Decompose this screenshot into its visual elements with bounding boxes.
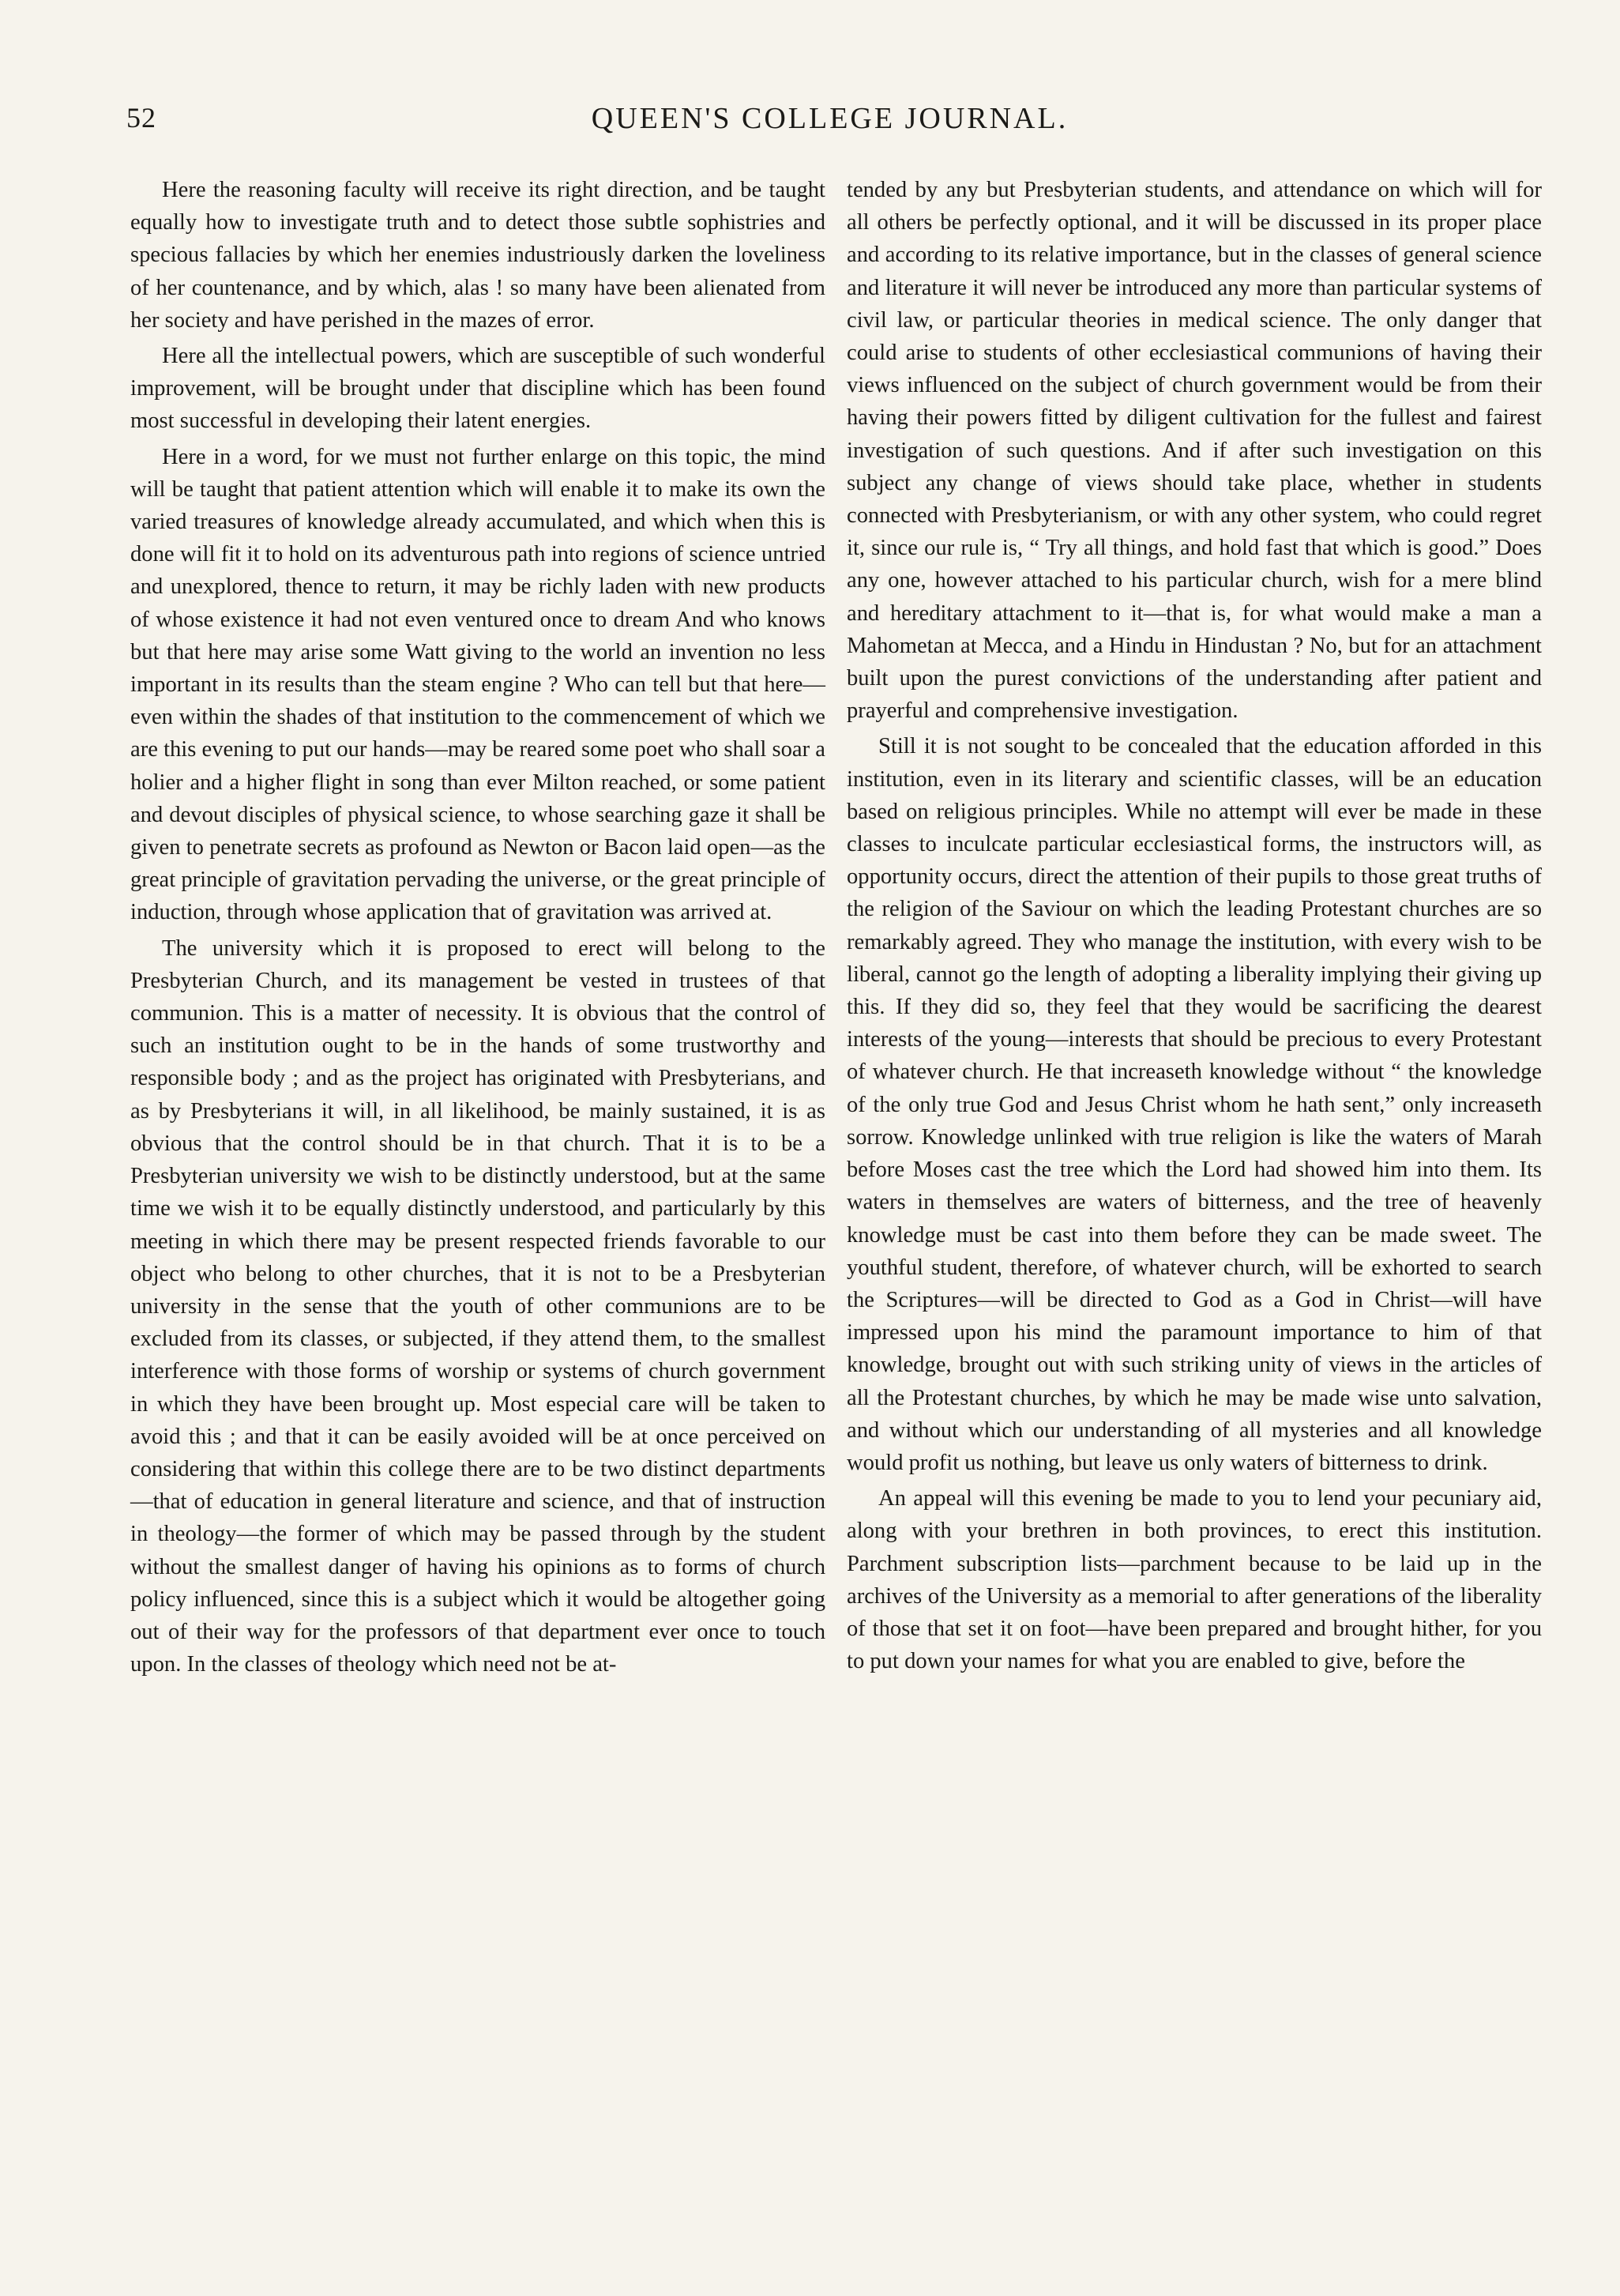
page-number: 52 — [126, 102, 156, 134]
paragraph: An appeal will this evening be made to you to lend your pecuniary aid, along with your brethren in both provinces, to erect this institution. Parchment subscription lists—parchment because to be laid up in the archives of the University as a memorial to after generations of the liberality of those that set it on foot—have been prepared and brought hither, for you to put down your names for what you are enabled to give, before the — [847, 1486, 1542, 1674]
journal-title: QUEEN'S COLLEGE JOURNAL. — [591, 102, 1069, 135]
right-column — [847, 174, 1542, 1677]
paragraph: The university which it is proposed to erect will belong to the Presbyterian Church, and its management be vested in trustees of that communion. This is a matter of necessity. It is obvious that the control of such an institution ought to be in the hands of some trustworthy and responsible body ; and as the project has originated with Presbyterians, and as by Presbyterians it will, in all likelihood, be mainly sustained, it is as obvious that the control should be in that church. That it is to be a Presbyterian university we wish to be distinctly understood, but at the same time we wish it to be equally distinctly understood, and particularly by this meeting in which there may be present respected friends favorable to our object who belong to other churches, that it is not to be a Presbyterian university in the sense that the youth of other communions are to be excluded from its classes, or subjected, if they attend them, to the smallest interference with those forms of worship or systems of church government in which they have been brought up. Most especial care will be taken to avoid this ; and that it can be easily avoided will be at once perceived on considering that within this college there are to be two distinct departments—that of education in general literature and science, and that of instruction in theology—the former of which may be passed through by the student without the smallest danger of having his opinions as to forms of church policy influenced, since this is a subject which it would be altogether going out of their way for the professors of that department ever once to touch upon. In the classes of theology which need not be at- — [130, 935, 825, 1677]
paragraph: Here in a word, for we must not further enlarge on this topic, the mind will be taught that patient attention which will enable it to make its own the varied treasures of knowledge already accumulated, and which when this is done will fit it to hold on its adventurous path into regions of science untried and unexplored, thence to return, it may be richly laden with new products of whose existence it had not even ventured once to dream And who knows but that here may arise some Watt giving to the world an invention no less important in its results than the steam engine ? Who can tell but that here—even within the shades of that institution to the commencement of which we are this evening to put our hands—may be reared some poet who shall soar a holier and a higher flight in song than ever Milton reached, or some patient and devout disciples of physical science, to whose searching gaze it shall be given to penetrate secrets as profound as Newton or Bacon laid open—as the great principle of gravitation pervading the universe, or the great principle of induction, through whose application that of gravitation was arrived at. — [130, 444, 825, 925]
left-column — [130, 174, 825, 1681]
paragraph: Here all the intellectual powers, which are susceptible of such wonderful improvement, will be brought under that discipline which has been found most successful in developing their latent energies. — [130, 344, 825, 434]
paragraph: tended by any but Presbyterian students, and attendance on which will for all others be perfectly optional, and it will be discussed in its proper place and according to its relative importance, but in the classes of general science and literature it will never be introduced any more than particular systems of civil law, or particular theories in medical science. The only danger that could arise to students of other ecclesiastical communions of having their views influenced on the subject of church government would be from their having their powers fitted by diligent cultivation for the fullest and fairest investigation of such questions. And if after such investigation on this subject any change of views should take place, whether in students connected with Presbyterianism, or with any other system, who could regret it, since our rule is, “ Try all things, and hold fast that which is good.” Does any one, however attached to his particular church, wish for a mere blind and hereditary attachment to it—that is, for what would make a man a Mahometan at Mecca, and a Hindu in Hindustan ? No, but for an attachment built upon the purest convictions of the understanding after patient and prayerful and comprehensive investigation. — [847, 178, 1542, 724]
page-header — [126, 101, 1533, 149]
paragraph: Still it is not sought to be concealed that the education afforded in this institution, even in its literary and scientific classes, will be an education based on religious principles. While no attempt will ever be made in these classes to inculcate particular ecclesiastical forms, the instructors will, as opportunity occurs, direct the attention of their pupils to those great truths of the religion of the Saviour on which the leading Protestant churches are so remarkably agreed. They who manage the institution, with every wish to be liberal, cannot go the length of adopting a liberality implying their giving up this. If they did so, they feel that they would be sacrificing the dearest interests of the young—interests that should be precious to every Protestant of whatever church. He that increaseth knowledge without “ the knowledge of the only true God and Jesus Christ whom he hath sent,” only increaseth sorrow. Knowledge unlinked with true religion is like the waters of Marah before Moses cast the tree which the Lord had showed him into them. Its waters in themselves are waters of bitterness, and the tree of heavenly knowledge must be cast into them before they can be made sweet. The youthful student, therefore, of whatever church, will be exhorted to search the Scriptures—will be directed to God as a God in Christ—will have impressed upon his mind the paramount importance to him of that knowledge, brought out with such striking unity of views in the articles of all the Protestant churches, by which he may be made wise unto salvation, and without which our understanding of all mysteries and all knowledge would profit us nothing, but leave us only waters of bitterness to drink. — [847, 734, 1542, 1475]
paragraph: Here the reasoning faculty will receive its right direction, and be taught equally how to investigate truth and to detect those subtle sophistries and specious fallacies by which her enemies industriously darken the loveliness of her countenance, and by which, alas ! so many have been alienated from her society and have perished in the mazes of error. — [130, 178, 825, 333]
